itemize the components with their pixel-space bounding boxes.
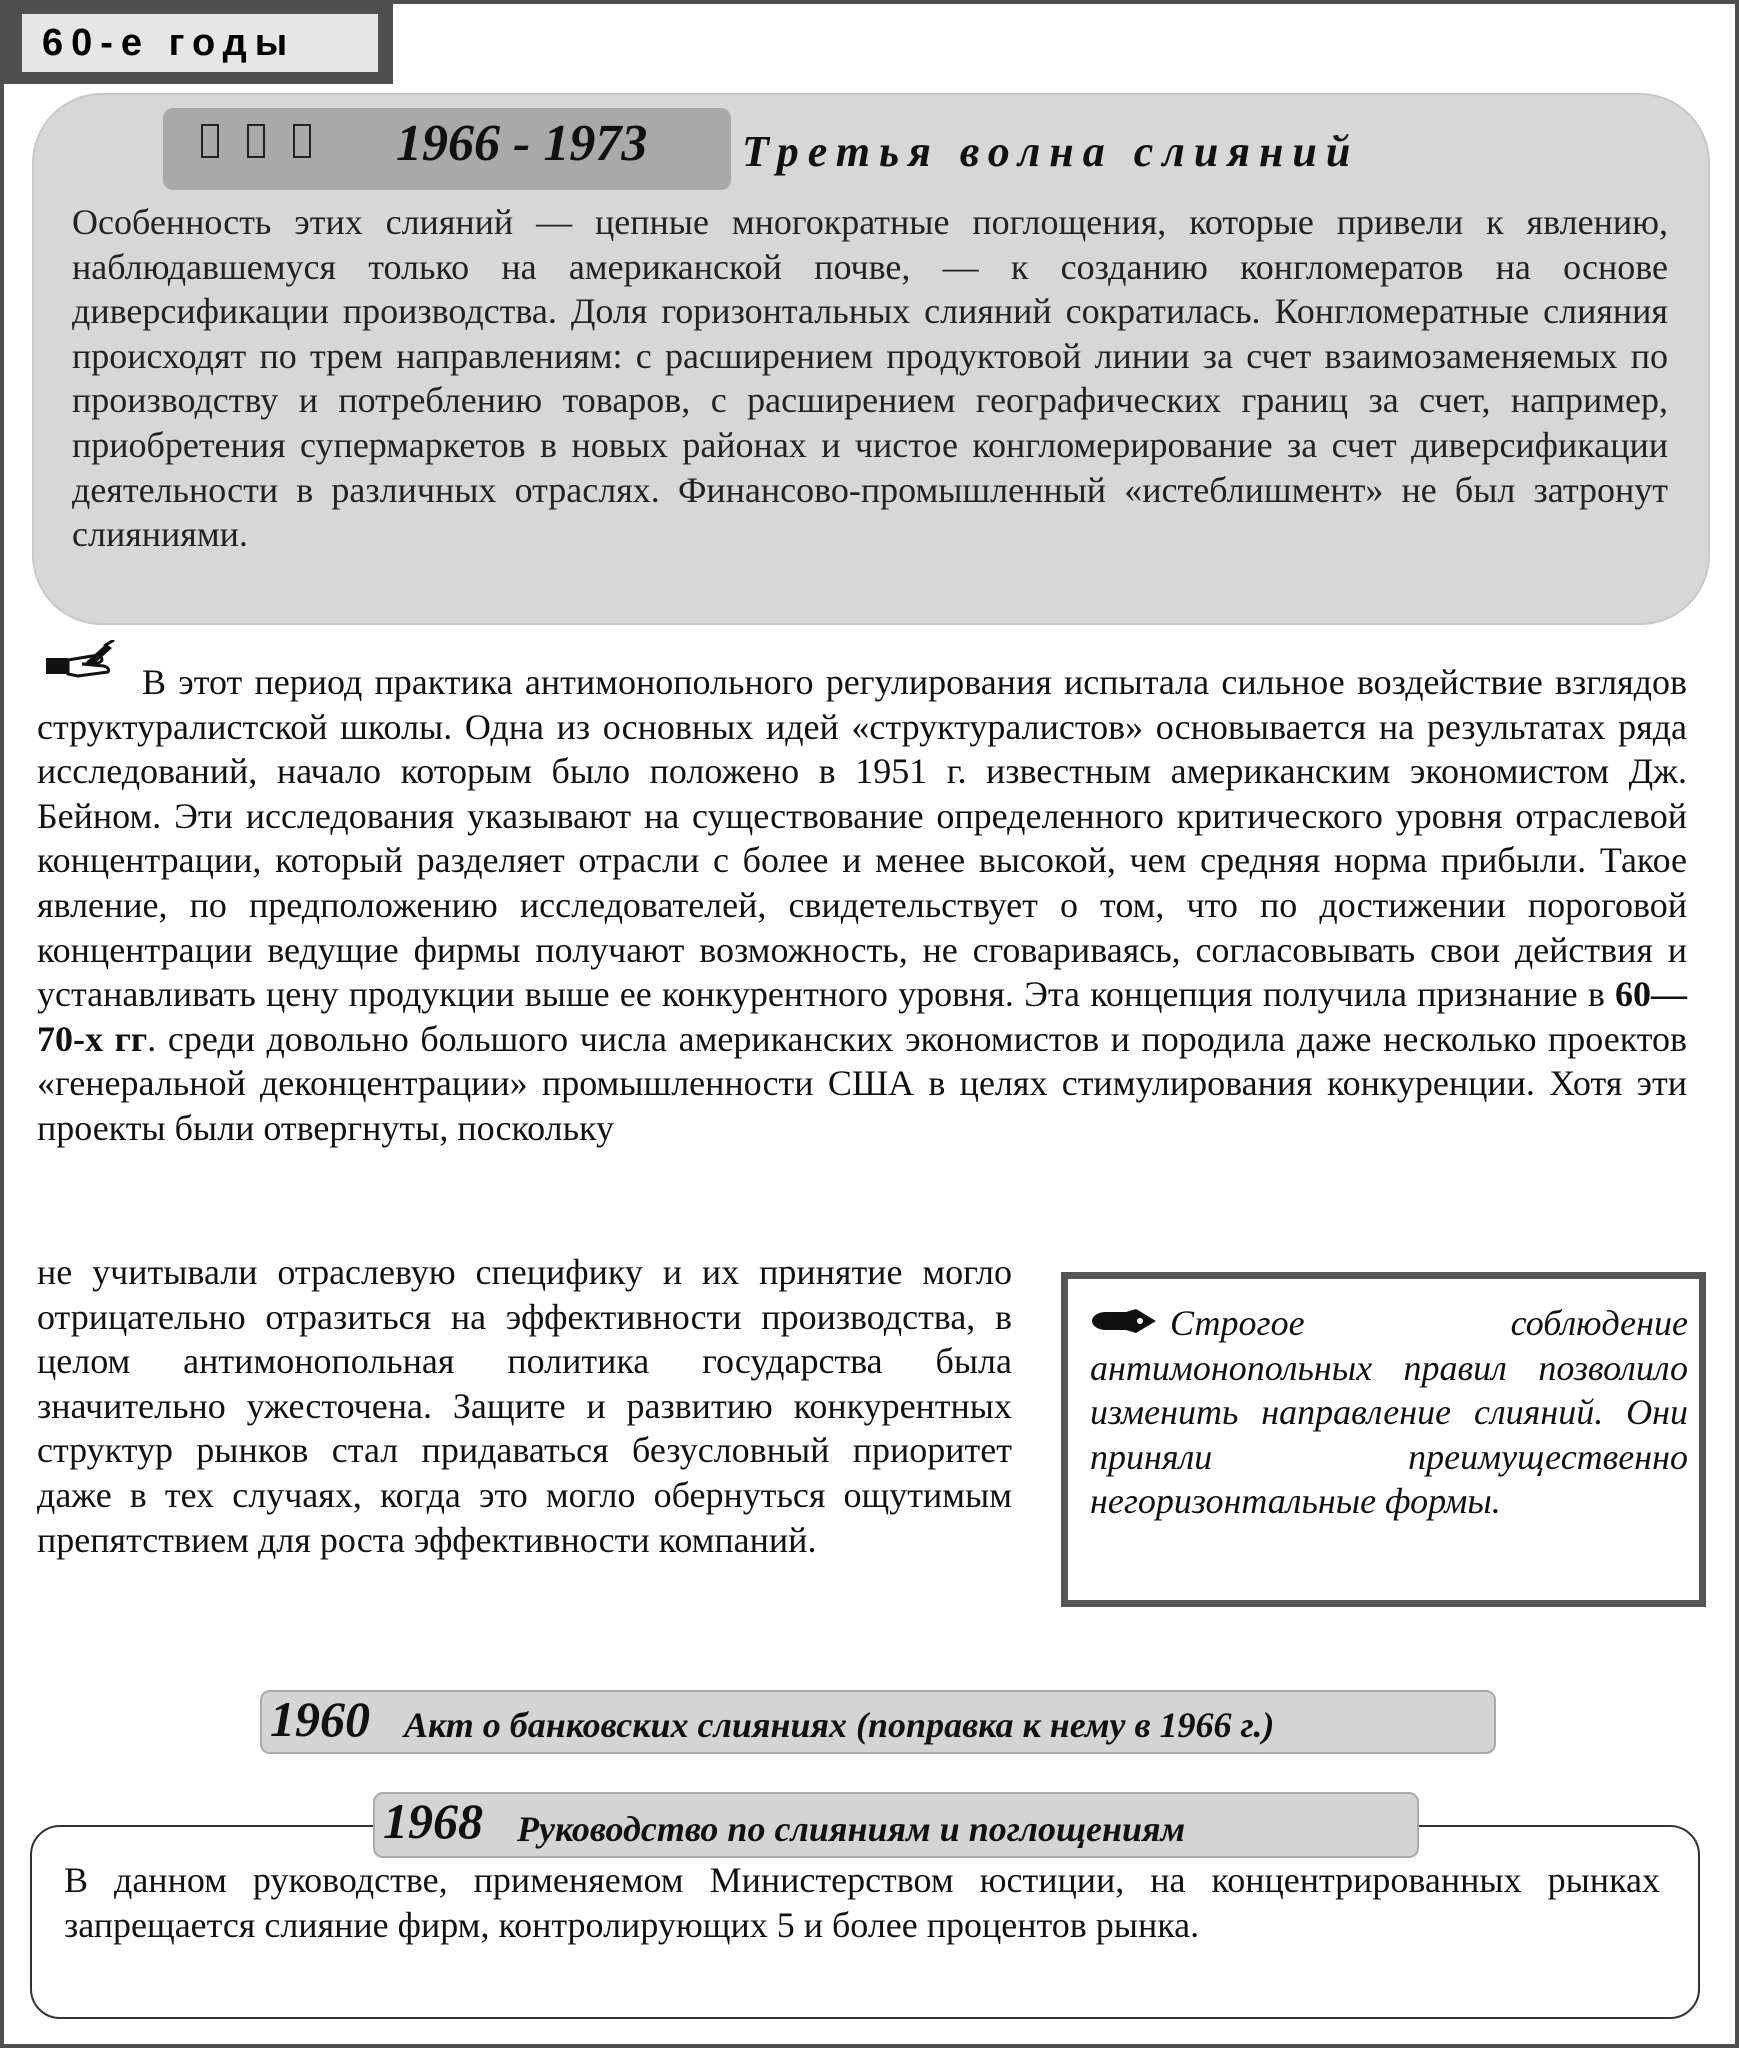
act-year: 1960: [270, 1691, 370, 1747]
missing-glyph-icon: [201, 124, 219, 158]
guidelines-year: 1968: [383, 1793, 483, 1849]
note-text: Строгое соблюдение антимонопольных правил позволило изменить направление слияний. Они приняли преимущественно негоризонтальные формы.: [1090, 1303, 1688, 1522]
missing-glyph-icon: [293, 124, 311, 158]
main-text-part-1: В этот период практика антимонопольного регулирования испытала сильное воздействие взглядов структуралистской школы. Одна из основных идей «структуралистов» основывается на результатах ряда исследований, начало которым было положено в 1951 г. известным американским экономистом Дж. Бейном. Эти исследования указывают на существование определенного критического уровня отраслевой концентрации, который разделяет отрасли с более и менее высокой, чем средняя норма прибыли. Такое явление, по предположению исследователей, свидетельствует о том, что по достижении пороговой концентрации ведущие фирмы получают возможность, не сговариваясь, согласовывать свои действия и устанавливать цену продукции выше ее конкурентного уровня. Эта концепция получила признание в: [37, 662, 1687, 1015]
section-header: [0, 0, 393, 84]
guidelines-pill: [373, 1792, 1419, 1858]
main-paragraph-continuation: не учитывали отраслевую специфику и их принятие могло отрицательно отразиться на эффективности производства, в целом антимонопольная политика государства была значительно ужесточена. Защите и развитию конкурентных структур рынков стал придаваться безусловный приоритет даже в тех случаях, когда это могло обернуться ощутимым препятствием для роста эффективности компаний.: [37, 1252, 1012, 1560]
guidelines-text: В данном руководстве, применяемом Министерством юстиции, на концентрированных рынках запрещается слияние фирм, контролирующих 5 и более процентов рынка.: [64, 1860, 1660, 1945]
missing-glyph-icon: [247, 124, 265, 158]
section-header-label: 60-е годы: [22, 14, 378, 72]
main-text-part-2: . среди довольно большого числа американских экономистов и породила даже несколько проектов «генеральной деконцентрации» промышленности США в целях стимулирования конкуренции. Хотя эти проекты были отвергнуты, поскольку: [37, 1018, 1687, 1148]
year-range-pill: [163, 108, 731, 190]
act-title: Акт о банковских слияниях (поправка к нему в 1966 г.): [404, 1705, 1275, 1745]
wave-title: Третья волна слияний: [742, 127, 1360, 176]
bank-merger-act-pill: [260, 1690, 1496, 1754]
year-range: 1966 - 1973: [396, 115, 648, 172]
wave-description: Особенность этих слияний — цепные многократные поглощения, которые привели к явлению, наблюдавшемуся только на американской почве, — к созданию конгломератов на основе диверсификации производства. Доля горизонтальных слияний сократилась. Конгломератные слияния происходят по трем направлениям: с расширением продуктовой линии за счет взаимозаменяемых по производству и потреблению товаров, с расширением географических границ за счет, например, приобретения супермаркетов в новых районах и чистое конгломерирование за счет диверсификации деятельности в различных отраслях. Финансово-промышленный «истеблишмент» не был затронут слияниями.: [72, 202, 1668, 555]
note-box: [1061, 1272, 1706, 1607]
main-paragraph: [37, 660, 1687, 1151]
main-text-bold: 60—70-х гг: [37, 974, 1688, 1059]
missing-glyph-icons: [201, 122, 339, 158]
guidelines-title: Руководство по слияниям и поглощениям: [517, 1809, 1186, 1849]
